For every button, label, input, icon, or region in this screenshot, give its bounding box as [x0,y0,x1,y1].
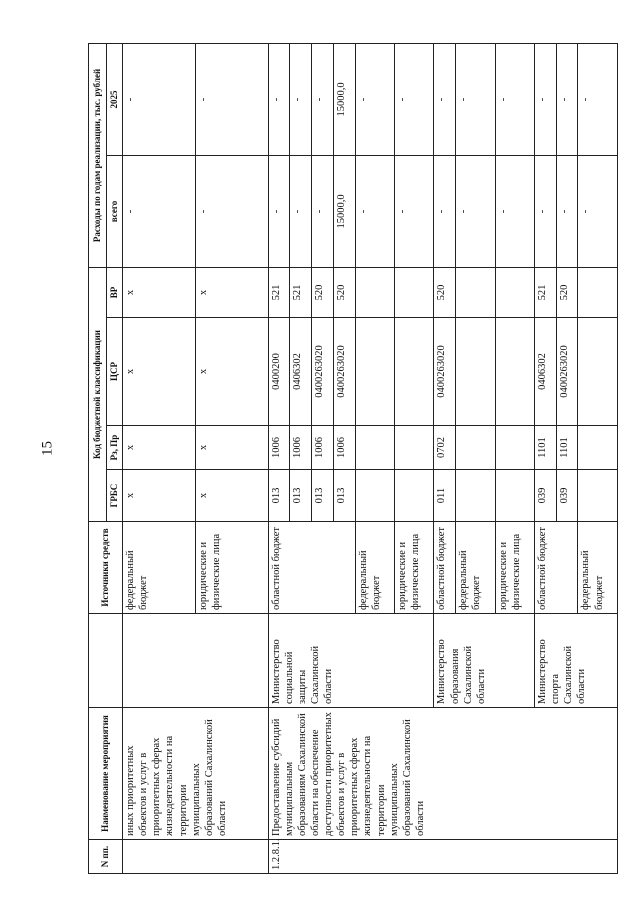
cell-rzpr: 1006 [333,426,355,470]
cell-2025: - [355,43,394,155]
page-number: 15 [39,441,56,456]
cell-source: федеральный бюджет [578,522,618,614]
cell-grbs: х [195,470,268,522]
rotated-table-container [88,44,618,874]
cell-source: областной бюджет [434,522,456,614]
cell-event: иных приоритетных объектов и услуг в приоритетных сферах жизнедеятельности на территории муниципальных образований Сахалинской области [123,708,269,840]
cell-num [123,840,269,874]
cell-csr: 0400263020 [333,318,355,426]
cell-total: - [394,155,433,267]
header-source: Источники средств [89,522,123,614]
cell-rzpr: 1006 [268,426,290,470]
cell-source: федеральный бюджет [355,522,394,614]
cell-csr: 0400263020 [434,318,456,426]
cell-rzpr: 0702 [434,426,456,470]
cell-vr: 521 [268,267,290,317]
header-2025: 2025 [107,43,123,155]
cell-event: Предоставление субсидий муниципальным образованиям Сахалинской области на обеспечение доступности приоритетных объектов и услуг в приоритетных сферах жизнедеятельности на территории муниципальных образований Сахалинской области [268,708,617,840]
cell-grbs: 013 [333,470,355,522]
header-expenses: Расходы по годам реализации, тыс. рублей [89,43,107,267]
cell-total: - [578,155,618,267]
cell-total: - [495,155,534,267]
cell-csr: 0406302 [290,318,312,426]
cell-vr: 520 [556,267,578,317]
cell-2025: - [195,43,268,155]
cell-2025: - [290,43,312,155]
cell-total: - [312,155,334,267]
cell-csr: 0400200 [268,318,290,426]
cell-total: - [195,155,268,267]
cell-2025: - [394,43,433,155]
cell-grbs: 013 [312,470,334,522]
cell-csr: х [123,318,196,426]
table-row [268,43,290,873]
cell-2025: - [268,43,290,155]
cell-2025: - [312,43,334,155]
cell-source: юридические и физические лица [394,522,433,614]
cell-2025: - [556,43,578,155]
cell-rzpr: 1101 [535,426,557,470]
cell-rzpr: х [195,426,268,470]
cell-rzpr: 1006 [312,426,334,470]
cell-2025: - [123,43,196,155]
cell-vr: х [123,267,196,317]
cell-source: областной бюджет [535,522,578,614]
cell-executor: Министерство социальной защиты Сахалинской области [268,614,434,708]
header-rzpr: Рз, Пр [107,426,123,470]
cell-total: - [355,155,394,267]
header-total: всего [107,155,123,267]
cell-rzpr: 1006 [290,426,312,470]
cell-total: - [268,155,290,267]
cell-grbs: 013 [290,470,312,522]
cell-total: - [556,155,578,267]
cell-source: областной бюджет [268,522,355,614]
cell-csr: х [195,318,268,426]
cell-vr: х [195,267,268,317]
cell-total: - [535,155,557,267]
cell-vr: 520 [312,267,334,317]
cell-executor: Министерство спорта Сахалинской области [535,614,618,708]
cell-executor [123,614,269,708]
cell-vr: 521 [535,267,557,317]
cell-total: - [456,155,495,267]
cell-grbs: 039 [556,470,578,522]
cell-2025: - [495,43,534,155]
cell-vr: 520 [434,267,456,317]
cell-vr: 521 [290,267,312,317]
cell-executor: Министерство образования Сахалинской области [434,614,535,708]
cell-total: 15000,0 [333,155,355,267]
header-budget-code: Код бюджетной классификации [89,267,107,521]
cell-2025: - [535,43,557,155]
cell-grbs: 013 [268,470,290,522]
cell-rzpr: х [123,426,196,470]
cell-source: федеральный бюджет [456,522,495,614]
table-row [123,43,196,873]
cell-csr: 0400263020 [312,318,334,426]
cell-2025: - [434,43,456,155]
cell-total: - [123,155,196,267]
cell-grbs: х [123,470,196,522]
cell-total: - [290,155,312,267]
cell-2025: - [578,43,618,155]
header-grbs: ГРБС [107,470,123,522]
cell-grbs: 011 [434,470,456,522]
header-event: Наименование мероприятия [89,708,123,840]
cell-csr: 0400263020 [556,318,578,426]
header-executor [89,614,123,708]
cell-source: юридические и физические лица [195,522,268,614]
cell-vr: 520 [333,267,355,317]
cell-rzpr: 1101 [556,426,578,470]
cell-csr: 0406302 [535,318,557,426]
cell-2025: - [456,43,495,155]
cell-grbs: 039 [535,470,557,522]
cell-source: федеральный бюджет [123,522,196,614]
cell-2025: 15000,0 [333,43,355,155]
cell-num: 1.2.8.1. [268,840,617,874]
cell-source: юридические и физические лица [495,522,534,614]
header-num: N пп. [89,840,123,874]
budget-table [88,43,618,874]
header-csr: ЦСР [107,318,123,426]
header-vr: ВР [107,267,123,317]
cell-total: - [434,155,456,267]
